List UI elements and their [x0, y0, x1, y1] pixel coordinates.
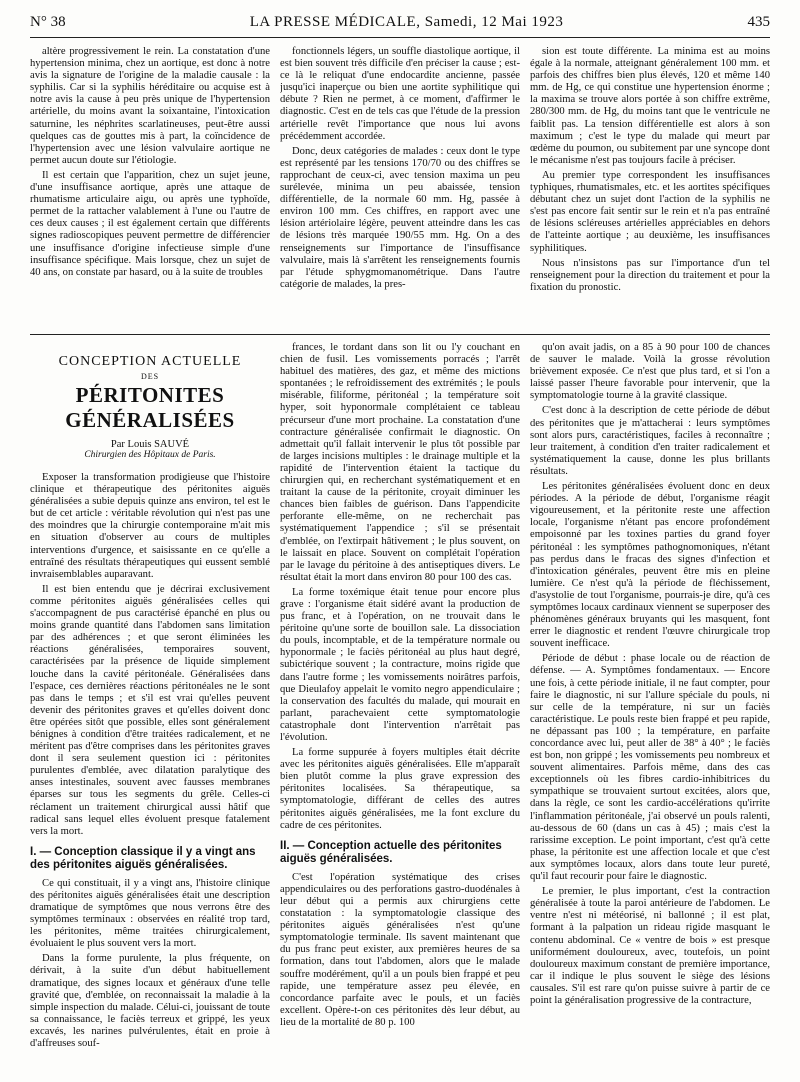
article-column-3 — [530, 342, 770, 1074]
article-separator — [30, 334, 770, 335]
article-author: Par Louis SAUVÉ — [110, 439, 190, 450]
journal-title: LA PRESSE MÉDICALE, Samedi, 12 Mai 1923 — [249, 14, 564, 30]
paragraph: frances, le tordant dans son lit ou l'y couchant en chien de fusil. Les vomissements porracés ; l'arrêt habituel des matières, des gaz, et même des mictions spontanées ; le refroidissement des extrémités ; le pouls misérable, filiforme, péritonéal ; la température soit hyper, soit hyponormale complétaient ce tableau précurseur d'une mort prochaine. La constatation d'une contracture généralisée confirmait le diagnostic. On admettait qu'il fallait intervenir le plus tôt possible par de larges incisions multiples : le drainage multiple et la rapidité de l'intervention étaient la tactique du chirurgien qui, en recherchant systématiquement et en traitant la cause de la péritonite, croyait diminuer les chances bien faibles de guérison. Dans l'appendicite perforante elle-même, on ne recherchait pas systématiquement l'appendice ; s'il se présentait d'emblée, on l'extirpait hâtivement ; le plus souvent, on le laissait en place. Souvent on complétait l'opération par le lavage du péritoine à des antiseptiques divers. Le résultat était la mort dans environ 80 pour 100 des cas. — [280, 342, 520, 583]
page-header — [30, 14, 770, 36]
previous-article-continuation — [30, 46, 770, 322]
paragraph: Donc, deux catégories de malades : ceux dont le type est représenté par les tensions 170/70 ou des chiffres se rapprochant de ceux-ci, avec tension maxima un peu surélevée, minima un peu abaissée, tension différentielle, de la normale 60 mm. Hg, passée à environ 100 mm. Ces chiffres, en rapport avec une lésion artériolaire légère, peuvent atteindre dans les cas de lésions très marquée 190/55 mm. Hg. On a des renseignements sur l'importance de l'insuffisance valvulaire, mais là s'arrêtent les renseignements fournis par l'étude sphygmomanométrique. Dans l'autre catégorie de malades, la pres- — [280, 145, 520, 290]
article-column-1 — [30, 342, 270, 1074]
top-column-3 — [530, 46, 770, 322]
paragraph: Il est certain que l'apparition, chez un sujet jeune, d'une insuffisance aortique, après une attaque de rhumatisme articulaire aigu, ou après une typhoïde, permet de la rattacher valablement à l'une ou l'autre de ces deux causes ; il est également certain que différents signes radioscopiques peuvent permettre de différencier une insuffisance d'origine infectieuse simple d'une insuffisance spécifique. Mais lorsque, chez un sujet de 40 ans, on constate par hasard, ou à la suite de troubles — [30, 169, 270, 278]
paragraph: qu'on avait jadis, on a 85 à 90 pour 100 de chances de sauver le malade. Voilà la grosse révolution brièvement exposée. Ce n'est que plus tard, et si l'on a laissé passer l'heure favorable pour intervenir, que la symptomatologie tourne à la gravité classique. — [530, 342, 770, 402]
section-heading: I. — Conception classique il y a vingt ans des péritonites aiguës généralisées. — [30, 845, 256, 871]
paragraph: Les péritonites généralisées évoluent donc en deux périodes. A la période de début, l'organisme réagit vigoureusement, et la péritonite reste une affection locale, l'organisme n'étant pas encore profondément empoisonné par les toxines parties du grand foyer péritonéal : les symptômes pathognomoniques, n'étant pas perdus dans le fracas des signes d'infection et d'intoxication générales, peuvent être mis en pleine lumière. Ce n'est qu'à la période de fléchissement, d'asystolie de tout l'organisme, pourrais-je dire, qu'à ces symptômes locaux cardinaux viennent se superposer des phénomènes généraux bruyants qui les masquent, font errer le diagnostic et rendent l'œuvre chirurgicale trop souvent inefficace. — [530, 481, 770, 650]
paragraph: C'est l'opération systématique des crises appendiculaires ou des perforations gastro-duodénales à leur début qui a permis aux chirurgiens cette constatation : la symptomatologie classique des péritonites aiguës généralisées n'est qu'une symptomatologie terminale. Ils savent maintenant que du pus franc peut exister, aux premières heures de sa formation, dans tout l'abdomen, alors que le malade souffre modérément, qu'il a un pouls bien frappé et peu rapide, une température assez peu élevée, en concordance parfaite avec le pouls, et un faciès excellent. Opère-t-on ces péritonites dès leur début, au lieu de la mortalité de 80 p. 100 — [280, 871, 520, 1028]
article-title-line-1: CONCEPTION ACTUELLE — [58, 354, 242, 369]
paragraph: Période de début : phase locale ou de réaction de défense. — A. Symptômes fondamentaux. — Encore une fois, à cette période initiale, il ne faut compter, pour faire le diagnostic, ni sur l'allure spéciale du pouls, ni sur celle de la température, ni sur un faciès caractéristique. Le pouls reste bien frappé et peu rapide, ne dépassant pas 100 ; la température, en parfaite concordance avec lui, peut aller de 38° à 40° ; le faciès est bon, non grippé ; les vomissements peu nombreux et souvent alimentaires. Parfois même, dans des cas exceptionnels où les fibres cardio-inhibitrices du sympathique se trouvaient surtout excitées, alors que, dans la règle, ce sont les cardio-accélérations qu'irrite l'inflammation péritonéale, j'ai observé un pouls ralenti, au-dessous de 60 (dans un cas à 45) ; mais c'est la rarissime exception. Le point important, c'est qu'à cette phase, la péritonite est une affection locale et que c'est aux symptômes locaux, alors dans toute leur pureté, qu'il faut recourir pour faire le diagnostic. — [530, 653, 770, 883]
author-affiliation: Chirurgien des Hôpitaux de Paris. — [84, 450, 216, 460]
article-heading — [30, 342, 270, 460]
issue-number: N° 38 — [30, 14, 66, 30]
paragraph: Exposer la transformation prodigieuse que l'histoire clinique et thérapeutique des péritonites aiguës généralisées a subie depuis quinze ans environ, tel est le but de cet article : véritable révolution qui n'est pas une des moindres que la chirurgie contemporaine m'ait mis en situation d'observer au cours de multiples interventions d'urgence, et saisissante en ce qu'elle a entraîné des résultats thérapeutiques qui eussent semblé invraisemblables auparavant. — [30, 472, 270, 580]
paragraph: Il est bien entendu que je décrirai exclusivement comme péritonites aiguës généralisées celles qui s'accompagnent de pus caractérisé épanché en plus ou moins grande quantité dans l'abdomen sans limitation par des adhérences ; et que seront éliminées les réactions généralisées, temporaires souvent, caractérisées par la présence de liquide simplement louche dans la cavité péritonéale. Généralisées dans l'espace, ces dernières réactions péritonéales ne le sont pas dans le temps ; et s'il est vrai qu'elles peuvent devenir des péritonites graves et qu'elles doivent donc être opérées sitôt que possible, elles sont généralement bénignes à condition d'être traitées radicalement, et ne méritent pas d'être comprises dans les péritonites graves dont il sera seulement question ici : péritonites purulentes d'emblée, avec dilatation paralytique des anses intestinales, souvent avec fausses membranes éparses sur tous les segments du grêle. Celles-ci réclament un traitement chirurgical aussi hâtif que radical sans lequel elles évoluent presque fatalement vers la mort. — [30, 583, 270, 837]
paragraph: La forme suppurée à foyers multiples était décrite avec les péritonites aiguës généralisées. Elle m'apparaît bien plutôt comme la plus grave expression des péritonites localisées. Sa thérapeutique, sa symptomatologie, différant de celles des autres péritonites aiguës généralisées, me la font exclure du cadre de ces péritonites. — [280, 747, 520, 831]
paragraph: Dans la forme purulente, la plus fréquente, on dérivait, à la suite d'un début habituellement dramatique, des signes locaux et généraux d'une telle gravité que, d'emblée, on reconnaissait la maladie à la simple inspection du malade. Célui-ci, jouissant de toute sa connaissance, le faciès terreux et grippé, les yeux excavés, les narines pulvérulentes, était en proie à d'affreuses souf- — [30, 953, 270, 1050]
article-column-2 — [280, 342, 520, 1074]
paragraph: Le premier, le plus important, c'est la contraction généralisée à toute la paroi antérieure de l'abdomen. Le ventre n'est ni météorisé, ni ballonné ; il est plat, formant à la palpation un rideau rigide masquant le contenu abdominal. Ce « ventre de bois » est presque uniformément douloureux, avec, toutefois, un point douloureux maximum constant de première importance, car il indique le plus souvent le siège des lésions causales. S'il est rare qu'on puisse suivre à partir de ce point la généralisation progressive de la contracture, — [530, 886, 770, 1006]
article-title-main: PÉRITONITES GÉNÉRALISÉES — [65, 383, 235, 432]
top-column-1 — [30, 46, 270, 322]
section-heading: II. — Conception actuelle des péritonites aiguës généralisées. — [280, 839, 502, 865]
paragraph: Ce qui constituait, il y a vingt ans, l'histoire clinique des péritonites aiguës généralisées était une description dramatique de symptômes que nous verrons être des symptômes terminaux : observées en réalité trop tard, les péritonites, même traitées chirurgicalement, évoluaient le plus souvent vers la mort. — [30, 877, 270, 950]
paragraph: La forme toxémique était tenue pour encore plus grave : l'organisme était sidéré avant la production de pus franc, et à l'opération, on ne trouvait dans le péritoine qu'une sorte de bouillon sale. La dissociation du pouls, incomptable, et de la température normale ou hyponormale ; le faciès péritonéal au plus haut degré, subictérique souvent ; la contracture, moins rigide que dans l'autre forme ; les vomissements noirâtres parfois, que Dieulafoy appelait le vomito negro appendiculaire ; la conservation des facultés du malade, qui mourait en parlant, parachevaient cette symptomatologie catastrophale dont l'intervention n'arrêtait pas l'évolution. — [280, 586, 520, 743]
paragraph: C'est donc à la description de cette période de début des péritonites que je m'attacherai : leurs symptômes sont alors purs, caractéristiques, faciles à reconnaître ; leur traitement, à condition d'en traiter radicalement et systématiquement la cause, donne les plus brillants résultats. — [530, 405, 770, 477]
paragraph: sion est toute différente. La minima est au moins égale à la normale, atteignant généralement 100 mm. et parfois des chiffres bien plus élevés, 120 et même 140 mm. de Hg, ce qui constitue une hypertension énorme ; la maxima se trouve alors portée à son chiffre extrême, 280/300 mm. de Hg, du moins tant que le ventricule ne faiblit pas. La tension différentielle est alors à son maximum ; c'est le type du malade qui meurt par œdème du poumon, ou subitement par une syncope dont le mécanisme n'est pas toujours facile à préciser. — [530, 46, 770, 166]
article-body — [30, 342, 770, 1074]
page-number: 435 — [747, 14, 770, 30]
paragraph: Au premier type correspondent les insuffisances typhiques, rhumatismales, etc. et les aortites spécifiques débutant chez un sujet dont l'action de la syphilis ne s'est pas encore fait sentir sur le rein et n'a pas entraîné de lésions scléreuses artérielles appréciables en dehors de l'atteinte aortique ; au deuxième, les insuffisances syphilitiques. — [530, 169, 770, 254]
paragraph: fonctionnels légers, un souffle diastolique aortique, il est bien souvent très difficile d'en préciser la cause ; est-ce là le reliquat d'une endocardite ancienne, passée jusqu'ici inaperçue ou bien une aortite syphilitique qui débute ? Rien ne permet, à ce moment, d'affirmer le diagnostic. C'est en de tels cas que l'étude de la pression artérielle revêt l'importance que nous lui avons précédemment accordée. — [280, 46, 520, 142]
paragraph: altère progressivement le rein. La constatation d'une hypertension minima, chez un aortique, est donc à notre avis la signature de l'origine de la maladie causale : la syphilis. Car si la syphilis héréditaire ou acquise est à notre avis la cause à peu près unique de l'hypertension artérielle, du moins avant la soixantaine, l'intoxication saturnine, les néphrites scarlatineuses, peut-être aussi quelques cas de gouttes mis à part, la coïncidence de l'hypertension avec une lésion valvulaire aortique ne permet aucun doute sur l'étiologie. — [30, 46, 270, 166]
article-title-line-2: DES — [140, 372, 160, 381]
top-column-2 — [280, 46, 520, 322]
paragraph: Nous n'insistons pas sur l'importance d'un tel renseignement pour la direction du traitement et pour la fixation du pronostic. — [530, 257, 770, 293]
header-rule — [30, 37, 770, 38]
